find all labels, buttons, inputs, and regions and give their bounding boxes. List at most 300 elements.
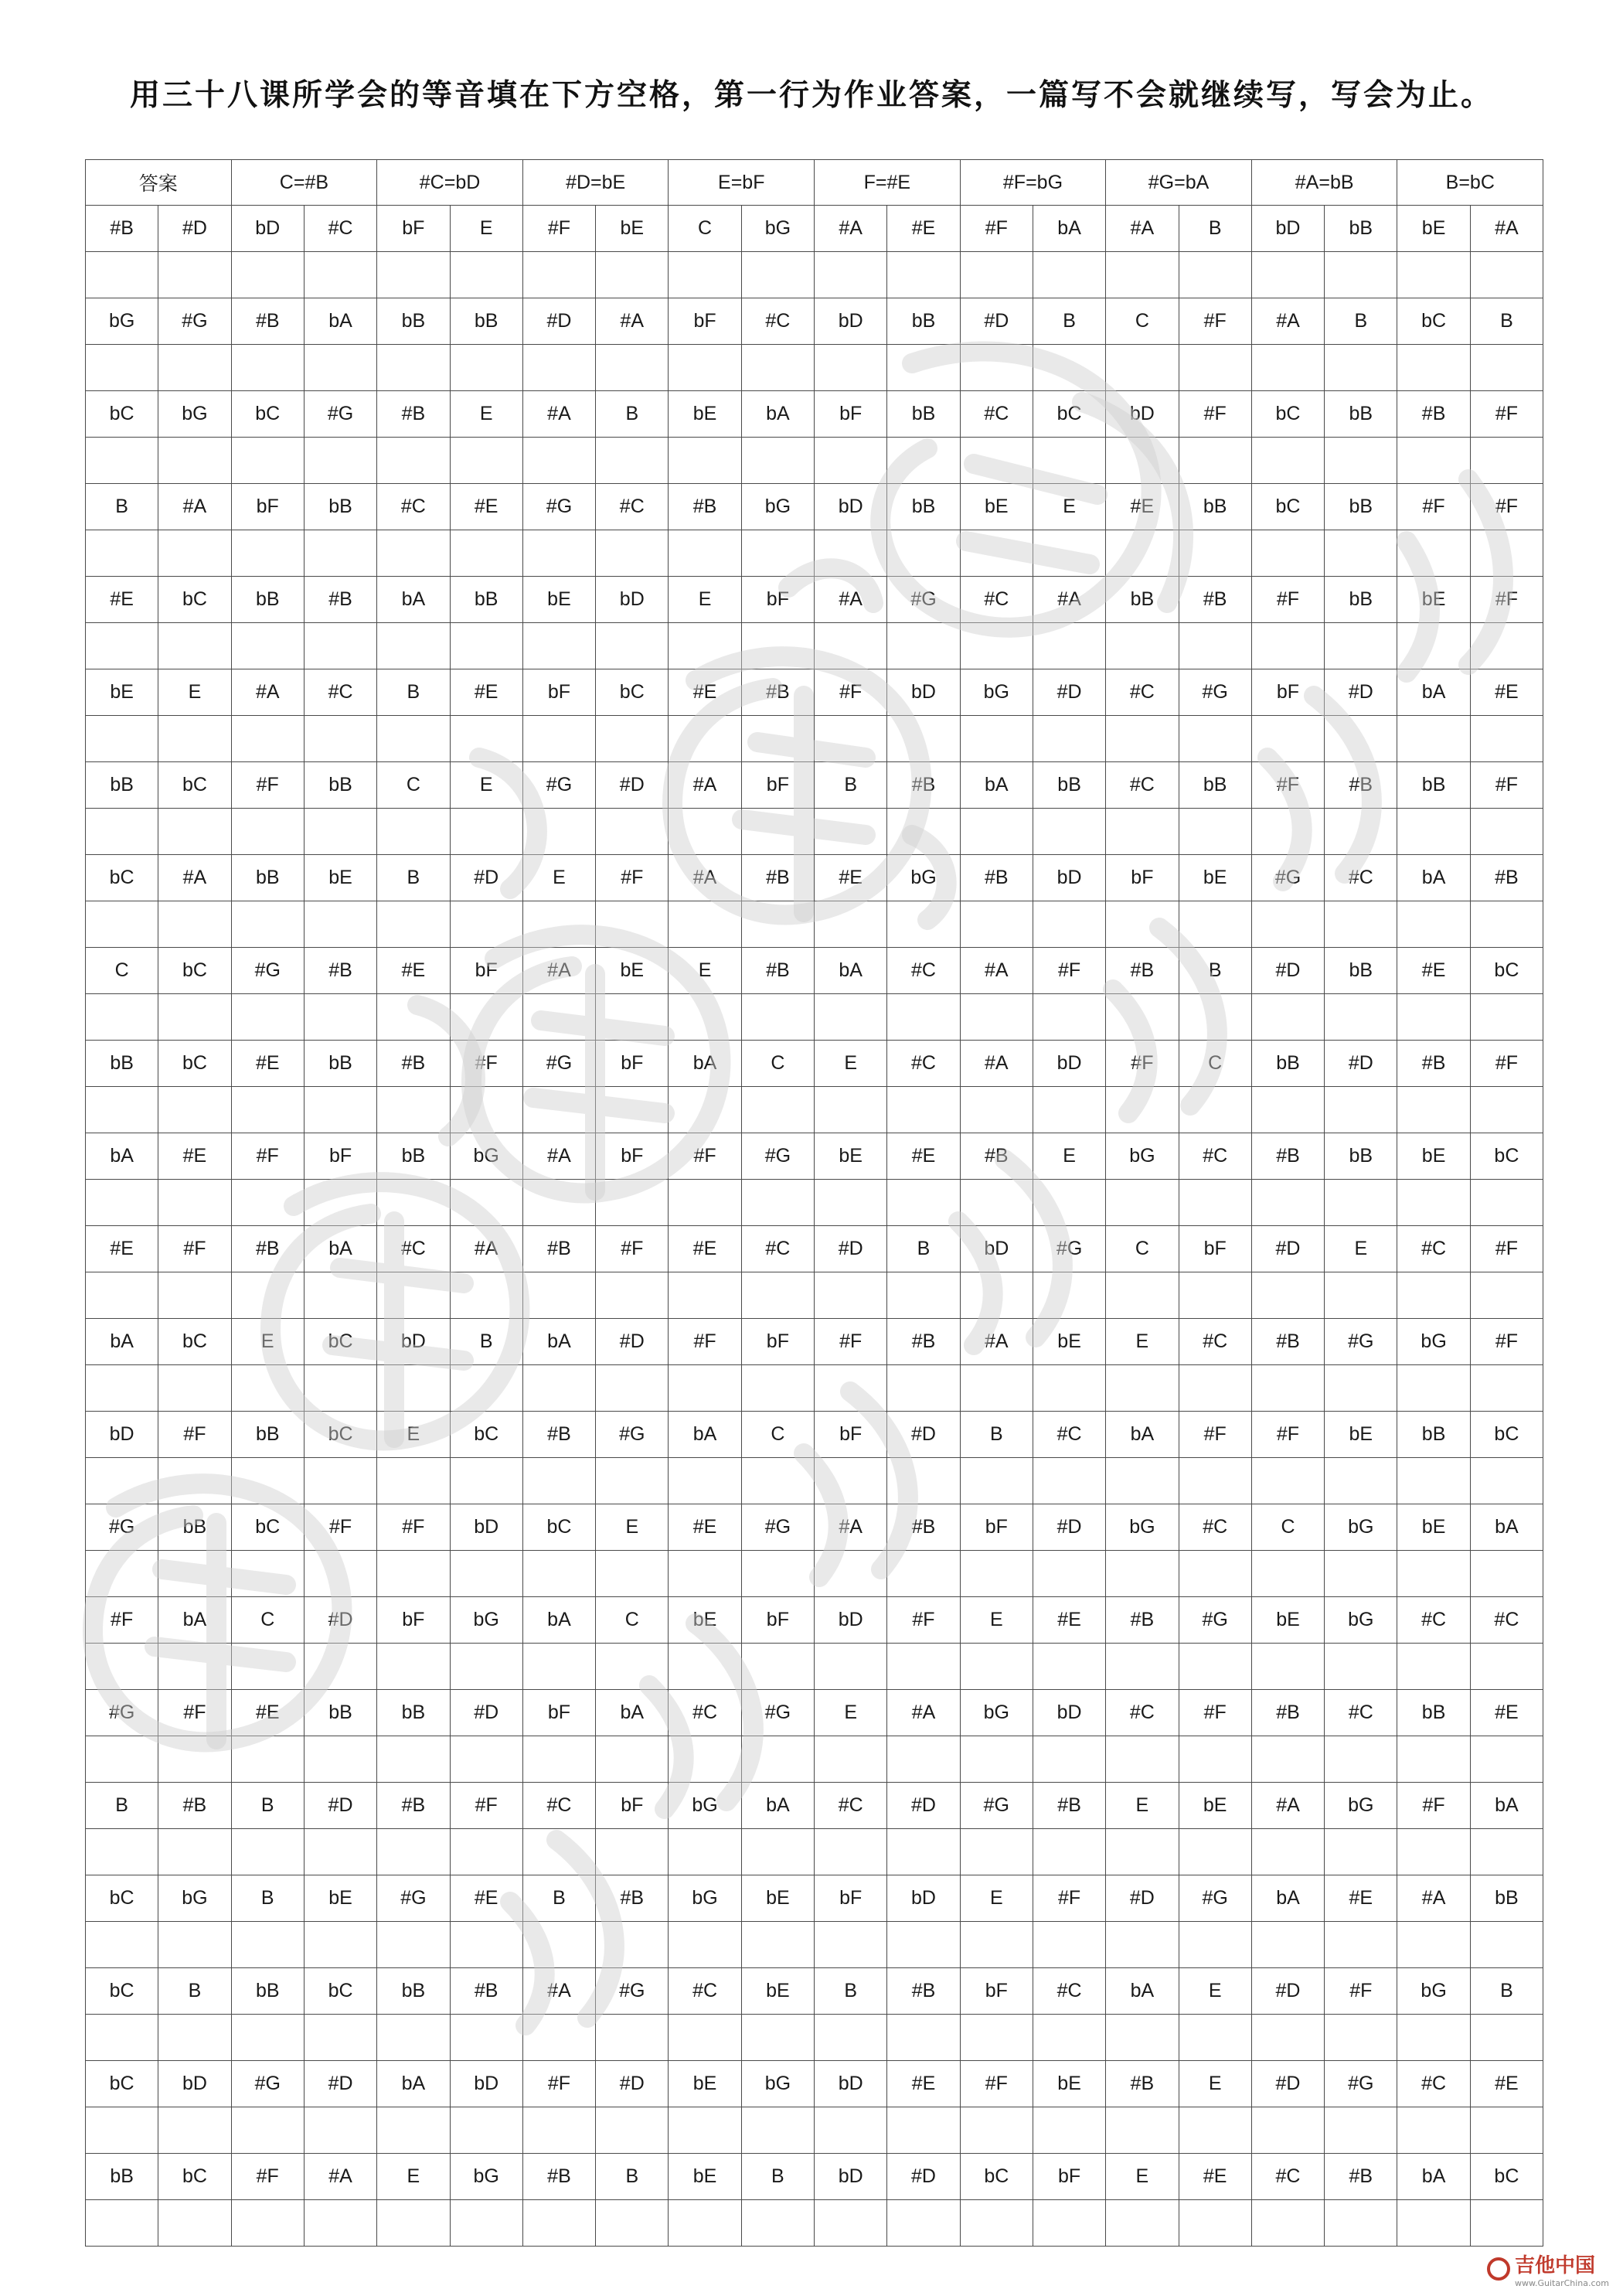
- answer-cell[interactable]: [231, 438, 304, 484]
- answer-cell[interactable]: [1251, 623, 1324, 669]
- answer-cell[interactable]: [887, 994, 960, 1041]
- answer-cell[interactable]: [1251, 1922, 1324, 1968]
- answer-cell[interactable]: [377, 2015, 450, 2061]
- answer-cell[interactable]: [1397, 716, 1470, 762]
- answer-cell[interactable]: [960, 252, 1033, 298]
- answer-cell[interactable]: [158, 716, 231, 762]
- answer-cell[interactable]: [1397, 1087, 1470, 1133]
- answer-cell[interactable]: [86, 2107, 158, 2154]
- answer-cell[interactable]: [960, 438, 1033, 484]
- answer-cell[interactable]: [522, 2107, 595, 2154]
- answer-cell[interactable]: [596, 1736, 669, 1783]
- answer-cell[interactable]: [86, 1180, 158, 1226]
- answer-cell[interactable]: [887, 2200, 960, 2247]
- answer-cell[interactable]: [231, 809, 304, 855]
- answer-cell[interactable]: [1251, 1365, 1324, 1412]
- answer-cell[interactable]: [1397, 901, 1470, 948]
- answer-cell[interactable]: [1397, 2107, 1470, 2154]
- answer-cell[interactable]: [669, 901, 741, 948]
- answer-cell[interactable]: [741, 1829, 814, 1875]
- answer-cell[interactable]: [158, 1551, 231, 1597]
- answer-cell[interactable]: [669, 1458, 741, 1504]
- answer-cell[interactable]: [815, 716, 887, 762]
- answer-cell[interactable]: [1106, 1365, 1179, 1412]
- answer-cell[interactable]: [887, 901, 960, 948]
- answer-cell[interactable]: [1397, 345, 1470, 391]
- answer-cell[interactable]: [1325, 1922, 1397, 1968]
- answer-cell[interactable]: [1106, 345, 1179, 391]
- answer-cell[interactable]: [1325, 1551, 1397, 1597]
- answer-cell[interactable]: [522, 2200, 595, 2247]
- answer-cell[interactable]: [1325, 994, 1397, 1041]
- answer-cell[interactable]: [1325, 716, 1397, 762]
- answer-cell[interactable]: [1325, 1180, 1397, 1226]
- answer-cell[interactable]: [596, 1087, 669, 1133]
- answer-cell[interactable]: [815, 1922, 887, 1968]
- answer-cell[interactable]: [960, 1829, 1033, 1875]
- answer-cell[interactable]: [231, 252, 304, 298]
- answer-cell[interactable]: [1470, 345, 1543, 391]
- answer-cell[interactable]: [522, 716, 595, 762]
- answer-cell[interactable]: [1106, 2015, 1179, 2061]
- answer-cell[interactable]: [1179, 1180, 1251, 1226]
- answer-cell[interactable]: [1179, 2015, 1251, 2061]
- answer-cell[interactable]: [1179, 716, 1251, 762]
- answer-cell[interactable]: [158, 345, 231, 391]
- answer-cell[interactable]: [1251, 2015, 1324, 2061]
- answer-cell[interactable]: [1397, 1644, 1470, 1690]
- answer-cell[interactable]: [231, 1272, 304, 1319]
- answer-cell[interactable]: [1470, 623, 1543, 669]
- answer-cell[interactable]: [377, 1922, 450, 1968]
- answer-cell[interactable]: [86, 252, 158, 298]
- answer-cell[interactable]: [86, 1644, 158, 1690]
- answer-cell[interactable]: [1397, 1551, 1470, 1597]
- answer-cell[interactable]: [815, 2015, 887, 2061]
- answer-cell[interactable]: [1106, 1644, 1179, 1690]
- answer-cell[interactable]: [669, 2107, 741, 2154]
- answer-cell[interactable]: [1179, 901, 1251, 948]
- answer-cell[interactable]: [1106, 1180, 1179, 1226]
- answer-cell[interactable]: [1106, 252, 1179, 298]
- answer-cell[interactable]: [596, 252, 669, 298]
- answer-cell[interactable]: [1470, 809, 1543, 855]
- answer-cell[interactable]: [596, 2015, 669, 2061]
- answer-cell[interactable]: [522, 1922, 595, 1968]
- answer-cell[interactable]: [741, 809, 814, 855]
- answer-cell[interactable]: [1470, 2107, 1543, 2154]
- answer-cell[interactable]: [304, 901, 376, 948]
- answer-cell[interactable]: [815, 530, 887, 577]
- answer-cell[interactable]: [1397, 438, 1470, 484]
- site-logo[interactable]: 吉他中国 www.GuitarChina.com: [1487, 2250, 1609, 2288]
- answer-cell[interactable]: [231, 1736, 304, 1783]
- answer-cell[interactable]: [1470, 1829, 1543, 1875]
- answer-cell[interactable]: [231, 1458, 304, 1504]
- answer-cell[interactable]: [158, 809, 231, 855]
- answer-cell[interactable]: [741, 1180, 814, 1226]
- answer-cell[interactable]: [1106, 438, 1179, 484]
- answer-cell[interactable]: [960, 1458, 1033, 1504]
- answer-cell[interactable]: [304, 994, 376, 1041]
- answer-cell[interactable]: [522, 1180, 595, 1226]
- answer-cell[interactable]: [1325, 530, 1397, 577]
- answer-cell[interactable]: [1033, 252, 1105, 298]
- answer-cell[interactable]: [304, 1272, 376, 1319]
- answer-cell[interactable]: [158, 2107, 231, 2154]
- answer-cell[interactable]: [887, 438, 960, 484]
- answer-cell[interactable]: [304, 252, 376, 298]
- answer-cell[interactable]: [1179, 1087, 1251, 1133]
- answer-cell[interactable]: [450, 2200, 522, 2247]
- answer-cell[interactable]: [304, 809, 376, 855]
- answer-cell[interactable]: [1470, 1922, 1543, 1968]
- answer-cell[interactable]: [304, 530, 376, 577]
- answer-cell[interactable]: [1179, 809, 1251, 855]
- answer-cell[interactable]: [86, 530, 158, 577]
- answer-cell[interactable]: [1251, 994, 1324, 1041]
- answer-cell[interactable]: [741, 623, 814, 669]
- answer-cell[interactable]: [960, 716, 1033, 762]
- answer-cell[interactable]: [1325, 345, 1397, 391]
- answer-cell[interactable]: [158, 530, 231, 577]
- answer-cell[interactable]: [741, 1736, 814, 1783]
- answer-cell[interactable]: [86, 1829, 158, 1875]
- answer-cell[interactable]: [158, 1272, 231, 1319]
- answer-cell[interactable]: [741, 1458, 814, 1504]
- answer-cell[interactable]: [231, 994, 304, 1041]
- answer-cell[interactable]: [741, 1551, 814, 1597]
- answer-cell[interactable]: [522, 1087, 595, 1133]
- answer-cell[interactable]: [1251, 1087, 1324, 1133]
- answer-cell[interactable]: [450, 2107, 522, 2154]
- answer-cell[interactable]: [1179, 1922, 1251, 1968]
- answer-cell[interactable]: [377, 438, 450, 484]
- answer-cell[interactable]: [304, 2107, 376, 2154]
- answer-cell[interactable]: [1325, 2015, 1397, 2061]
- answer-cell[interactable]: [960, 1644, 1033, 1690]
- answer-cell[interactable]: [86, 1365, 158, 1412]
- answer-cell[interactable]: [815, 252, 887, 298]
- answer-cell[interactable]: [815, 623, 887, 669]
- answer-cell[interactable]: [450, 1644, 522, 1690]
- answer-cell[interactable]: [1251, 252, 1324, 298]
- answer-cell[interactable]: [887, 252, 960, 298]
- answer-cell[interactable]: [1106, 1272, 1179, 1319]
- answer-cell[interactable]: [669, 1365, 741, 1412]
- answer-cell[interactable]: [596, 1644, 669, 1690]
- answer-cell[interactable]: [741, 2107, 814, 2154]
- answer-cell[interactable]: [815, 1458, 887, 1504]
- answer-cell[interactable]: [741, 1644, 814, 1690]
- answer-cell[interactable]: [158, 1736, 231, 1783]
- answer-cell[interactable]: [304, 438, 376, 484]
- answer-cell[interactable]: [304, 1922, 376, 1968]
- answer-cell[interactable]: [960, 809, 1033, 855]
- answer-cell[interactable]: [86, 716, 158, 762]
- answer-cell[interactable]: [960, 2015, 1033, 2061]
- answer-cell[interactable]: [887, 345, 960, 391]
- answer-cell[interactable]: [669, 1922, 741, 1968]
- answer-cell[interactable]: [377, 1551, 450, 1597]
- answer-cell[interactable]: [1251, 438, 1324, 484]
- answer-cell[interactable]: [377, 345, 450, 391]
- answer-cell[interactable]: [815, 1829, 887, 1875]
- answer-cell[interactable]: [596, 2200, 669, 2247]
- answer-cell[interactable]: [1470, 530, 1543, 577]
- answer-cell[interactable]: [669, 1551, 741, 1597]
- answer-cell[interactable]: [450, 1736, 522, 1783]
- answer-cell[interactable]: [1033, 1736, 1105, 1783]
- answer-cell[interactable]: [1106, 716, 1179, 762]
- answer-cell[interactable]: [1033, 530, 1105, 577]
- answer-cell[interactable]: [231, 716, 304, 762]
- answer-cell[interactable]: [377, 2107, 450, 2154]
- answer-cell[interactable]: [1179, 623, 1251, 669]
- answer-cell[interactable]: [231, 1922, 304, 1968]
- answer-cell[interactable]: [1106, 1736, 1179, 1783]
- answer-cell[interactable]: [1470, 901, 1543, 948]
- answer-cell[interactable]: [304, 1829, 376, 1875]
- answer-cell[interactable]: [669, 809, 741, 855]
- answer-cell[interactable]: [377, 1736, 450, 1783]
- answer-cell[interactable]: [887, 1087, 960, 1133]
- answer-cell[interactable]: [450, 809, 522, 855]
- answer-cell[interactable]: [887, 809, 960, 855]
- answer-cell[interactable]: [377, 1829, 450, 1875]
- answer-cell[interactable]: [231, 2015, 304, 2061]
- answer-cell[interactable]: [669, 1087, 741, 1133]
- answer-cell[interactable]: [669, 716, 741, 762]
- answer-cell[interactable]: [596, 716, 669, 762]
- answer-cell[interactable]: [669, 1272, 741, 1319]
- answer-cell[interactable]: [1251, 901, 1324, 948]
- answer-cell[interactable]: [1397, 994, 1470, 1041]
- answer-cell[interactable]: [377, 1644, 450, 1690]
- answer-cell[interactable]: [815, 1736, 887, 1783]
- answer-cell[interactable]: [522, 994, 595, 1041]
- answer-cell[interactable]: [1325, 1458, 1397, 1504]
- answer-cell[interactable]: [669, 1180, 741, 1226]
- answer-cell[interactable]: [450, 1272, 522, 1319]
- answer-cell[interactable]: [815, 1365, 887, 1412]
- answer-cell[interactable]: [1470, 2015, 1543, 2061]
- answer-cell[interactable]: [1033, 1922, 1105, 1968]
- answer-cell[interactable]: [1325, 1365, 1397, 1412]
- answer-cell[interactable]: [1179, 1644, 1251, 1690]
- answer-cell[interactable]: [304, 1551, 376, 1597]
- answer-cell[interactable]: [1470, 1644, 1543, 1690]
- answer-cell[interactable]: [1470, 1458, 1543, 1504]
- answer-cell[interactable]: [377, 530, 450, 577]
- answer-cell[interactable]: [231, 1365, 304, 1412]
- answer-cell[interactable]: [1179, 2107, 1251, 2154]
- answer-cell[interactable]: [158, 994, 231, 1041]
- answer-cell[interactable]: [669, 252, 741, 298]
- answer-cell[interactable]: [522, 1736, 595, 1783]
- answer-cell[interactable]: [815, 994, 887, 1041]
- answer-cell[interactable]: [741, 1087, 814, 1133]
- answer-cell[interactable]: [669, 2015, 741, 2061]
- answer-cell[interactable]: [304, 2015, 376, 2061]
- answer-cell[interactable]: [1179, 1458, 1251, 1504]
- answer-cell[interactable]: [1325, 1087, 1397, 1133]
- answer-cell[interactable]: [377, 901, 450, 948]
- answer-cell[interactable]: [158, 901, 231, 948]
- answer-cell[interactable]: [377, 716, 450, 762]
- answer-cell[interactable]: [596, 809, 669, 855]
- answer-cell[interactable]: [815, 2200, 887, 2247]
- answer-cell[interactable]: [1251, 1180, 1324, 1226]
- answer-cell[interactable]: [86, 1736, 158, 1783]
- answer-cell[interactable]: [86, 1922, 158, 1968]
- answer-cell[interactable]: [1397, 1458, 1470, 1504]
- answer-cell[interactable]: [1106, 530, 1179, 577]
- answer-cell[interactable]: [1033, 901, 1105, 948]
- answer-cell[interactable]: [669, 623, 741, 669]
- answer-cell[interactable]: [815, 1644, 887, 1690]
- answer-cell[interactable]: [1251, 1644, 1324, 1690]
- answer-cell[interactable]: [304, 1365, 376, 1412]
- answer-cell[interactable]: [596, 345, 669, 391]
- answer-cell[interactable]: [304, 345, 376, 391]
- answer-cell[interactable]: [596, 530, 669, 577]
- answer-cell[interactable]: [1397, 530, 1470, 577]
- answer-cell[interactable]: [158, 1829, 231, 1875]
- answer-cell[interactable]: [1033, 2107, 1105, 2154]
- answer-cell[interactable]: [1033, 716, 1105, 762]
- answer-cell[interactable]: [231, 1644, 304, 1690]
- answer-cell[interactable]: [960, 623, 1033, 669]
- answer-cell[interactable]: [741, 901, 814, 948]
- answer-cell[interactable]: [1033, 623, 1105, 669]
- answer-cell[interactable]: [596, 1458, 669, 1504]
- answer-cell[interactable]: [887, 1458, 960, 1504]
- answer-cell[interactable]: [1470, 716, 1543, 762]
- answer-cell[interactable]: [741, 438, 814, 484]
- answer-cell[interactable]: [522, 1829, 595, 1875]
- answer-cell[interactable]: [1397, 809, 1470, 855]
- answer-cell[interactable]: [1470, 1087, 1543, 1133]
- answer-cell[interactable]: [1033, 2015, 1105, 2061]
- answer-cell[interactable]: [158, 252, 231, 298]
- answer-cell[interactable]: [815, 1180, 887, 1226]
- answer-cell[interactable]: [741, 2015, 814, 2061]
- answer-cell[interactable]: [1325, 809, 1397, 855]
- answer-cell[interactable]: [231, 1829, 304, 1875]
- answer-cell[interactable]: [1251, 1458, 1324, 1504]
- answer-cell[interactable]: [158, 2015, 231, 2061]
- answer-cell[interactable]: [741, 1365, 814, 1412]
- answer-cell[interactable]: [815, 809, 887, 855]
- answer-cell[interactable]: [1251, 809, 1324, 855]
- answer-cell[interactable]: [158, 1087, 231, 1133]
- answer-cell[interactable]: [158, 438, 231, 484]
- answer-cell[interactable]: [377, 1272, 450, 1319]
- answer-cell[interactable]: [815, 438, 887, 484]
- answer-cell[interactable]: [741, 1272, 814, 1319]
- answer-cell[interactable]: [960, 1365, 1033, 1412]
- answer-cell[interactable]: [1033, 1365, 1105, 1412]
- answer-cell[interactable]: [960, 530, 1033, 577]
- answer-cell[interactable]: [887, 716, 960, 762]
- answer-cell[interactable]: [887, 1829, 960, 1875]
- answer-cell[interactable]: [887, 1644, 960, 1690]
- answer-cell[interactable]: [815, 345, 887, 391]
- answer-cell[interactable]: [1470, 1736, 1543, 1783]
- answer-cell[interactable]: [522, 345, 595, 391]
- answer-cell[interactable]: [1470, 438, 1543, 484]
- answer-cell[interactable]: [158, 1644, 231, 1690]
- answer-cell[interactable]: [522, 1551, 595, 1597]
- answer-cell[interactable]: [741, 530, 814, 577]
- answer-cell[interactable]: [1397, 1922, 1470, 1968]
- answer-cell[interactable]: [815, 2107, 887, 2154]
- answer-cell[interactable]: [596, 901, 669, 948]
- answer-cell[interactable]: [960, 901, 1033, 948]
- answer-cell[interactable]: [741, 716, 814, 762]
- answer-cell[interactable]: [1470, 1272, 1543, 1319]
- answer-cell[interactable]: [522, 1458, 595, 1504]
- answer-cell[interactable]: [1033, 438, 1105, 484]
- answer-cell[interactable]: [1033, 1644, 1105, 1690]
- answer-cell[interactable]: [1397, 1365, 1470, 1412]
- answer-cell[interactable]: [815, 1272, 887, 1319]
- answer-cell[interactable]: [1179, 252, 1251, 298]
- answer-cell[interactable]: [1033, 1272, 1105, 1319]
- answer-cell[interactable]: [1106, 2107, 1179, 2154]
- answer-cell[interactable]: [815, 1087, 887, 1133]
- answer-cell[interactable]: [1106, 1087, 1179, 1133]
- answer-cell[interactable]: [1397, 2015, 1470, 2061]
- answer-cell[interactable]: [596, 1365, 669, 1412]
- answer-cell[interactable]: [231, 623, 304, 669]
- answer-cell[interactable]: [1106, 1458, 1179, 1504]
- answer-cell[interactable]: [1179, 994, 1251, 1041]
- answer-cell[interactable]: [1179, 1272, 1251, 1319]
- answer-cell[interactable]: [887, 1551, 960, 1597]
- answer-cell[interactable]: [304, 1180, 376, 1226]
- answer-cell[interactable]: [960, 1736, 1033, 1783]
- answer-cell[interactable]: [450, 1087, 522, 1133]
- answer-cell[interactable]: [86, 809, 158, 855]
- answer-cell[interactable]: [450, 901, 522, 948]
- answer-cell[interactable]: [596, 1180, 669, 1226]
- answer-cell[interactable]: [960, 1551, 1033, 1597]
- answer-cell[interactable]: [669, 1736, 741, 1783]
- answer-cell[interactable]: [1325, 1272, 1397, 1319]
- answer-cell[interactable]: [86, 901, 158, 948]
- answer-cell[interactable]: [450, 1365, 522, 1412]
- answer-cell[interactable]: [1106, 1922, 1179, 1968]
- answer-cell[interactable]: [741, 2200, 814, 2247]
- answer-cell[interactable]: [1179, 438, 1251, 484]
- answer-cell[interactable]: [1106, 901, 1179, 948]
- answer-cell[interactable]: [1106, 994, 1179, 1041]
- answer-cell[interactable]: [522, 438, 595, 484]
- answer-cell[interactable]: [304, 623, 376, 669]
- answer-cell[interactable]: [231, 1087, 304, 1133]
- answer-cell[interactable]: [1251, 1551, 1324, 1597]
- answer-cell[interactable]: [377, 2200, 450, 2247]
- answer-cell[interactable]: [960, 1180, 1033, 1226]
- answer-cell[interactable]: [450, 994, 522, 1041]
- answer-cell[interactable]: [669, 1829, 741, 1875]
- answer-cell[interactable]: [86, 1551, 158, 1597]
- answer-cell[interactable]: [1106, 809, 1179, 855]
- answer-cell[interactable]: [596, 438, 669, 484]
- answer-cell[interactable]: [231, 901, 304, 948]
